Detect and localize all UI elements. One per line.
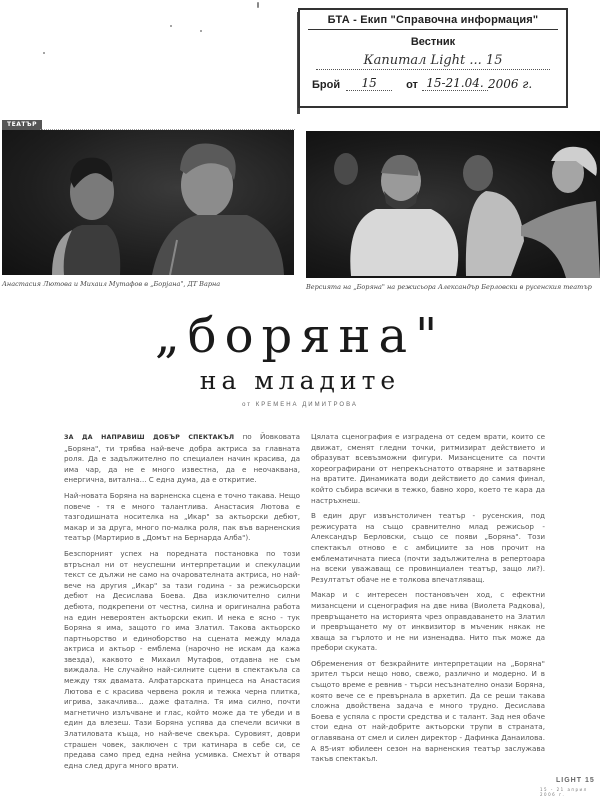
article-column-right [311,432,545,770]
article-lead-in: ЗА ДА НАПРАВИШ ДОБЪР СПЕКТАКЪЛ [64,434,235,441]
article-title: „боряна" [154,308,446,364]
stamp-issue-row [308,76,558,91]
article-paragraph: Цялата сценография е изградена от седем врати, които се движат, сменят гледни точки, ритмизират действието и образуват всевъзможни фигури. Мизансцените са почти хореографирани от непрекъснатото отваряне и затваряне на вратите. Динамиката води действието до самия финал, който събира всички в тежко, бавно хоро, което те кара да настръхнеш. [311,432,545,505]
photo-scene-illustration [306,131,600,278]
stamp-date-label: от [406,79,418,91]
stamp-issue-value: 15 [346,76,392,91]
magazine-folio: LIGHT 15 [556,777,595,784]
photo-ruse-production [306,131,600,278]
article-byline: от КРЕМЕНА ДИМИТРОВА [242,402,358,408]
stamp-issue-label: Брой [312,79,341,91]
stamp-type-label: Вестник [410,36,456,48]
article-paragraph: В един друг извънстоличен театър - русенския, под режисурата на също сравнително млад режисьор - Александър Берловски, също се появи „Боряна". Този спектакъл отново е с амбициите за нов прочит на емблематичната пиеса (почти задължителна в репертоара на всеки уважаващ се провинциален театър, защо ли?). Резултатът обаче не е толкова впечатляващ. [311,511,545,584]
article-paragraph: Най-новата Боряна на варненска сцена е точно такава. Нещо повече - тя е много талантлива. Анастасия Лютова е тазгодишната носителка на „Икар" за актьорски дебют, макар и за друга, много по-малка роля, пак във варненския театър (Мартирио в „Домът на Бернарда Алба"). [64,490,300,543]
article-subtitle: на младите [199,366,401,395]
stamp-year-value: 2006 г. [487,77,533,91]
stamp-date-value: 15-21.04. [422,76,488,91]
photo-caption-right: Версията на „Боряна" на режисьора Александър Берловски в русенския театър [306,283,592,291]
photo-actors-varna [2,130,294,275]
photo-caption-left: Анастасия Лютова и Михаил Мутафов в „Борjана", ДТ Варна [2,280,221,288]
scan-speck [257,2,259,8]
scan-speck [170,25,172,27]
article-paragraph [64,432,300,486]
stamp-publication-name: Капитал Light ... 15 [316,52,550,70]
bta-archive-stamp [298,8,568,108]
stamp-organization: БТА - Екип "Справочна информация" [308,14,558,30]
article-paragraph: Безспорният успех на поредната постановка по този втръснал ни от неуспешни интерпретации и спекулации текст се дължи не само на очарователната актриса, но най-вече на другия „Икар" за тази година - за режисьорски дебют на Десислава Боева. Два изключително силни дебюта, подкрепени от честна, силна и оригинална работа на един невероятен актьорски екип. И нека е ясно - тук Боряна я има, защото го има Златил. Такова актьорско партньорство и единоборство на сцената между млада актриса и актьор - емблема (нарочно не искам да кажа звезда), каквото е Михаил Мутафов, отдавна не съм виждала. Не случайно най-силните сцени в спектакъла са между тях двамата. Алфатарската принцеса на Анастасия Лютова е с красива червена рокля и тежка черна плитка, игрива, закачлива... даже фатална. Тя има силно, почти магнетично излъчване и глас, който може да те убеди и в един да влезеш. Тази Боряна успява да спечели всички в Златиловата къща, но най-вече свекъра. Суровият, доври страшен човек, заключен с три катинара в себе си, се предава само пред една нейна усмивка. Смехът ѝ отваря една след друга много врати. [64,548,300,770]
article-paragraph-text: по Йовковата „Боряна", ти трябва най-вече добра актриса за главната роля. Да е задължително по специален начин красива, да има чар, да не е много известна, да е неочаквана, енергична, витална... С една дума, да е откритие. [64,432,300,485]
issue-date-line: 15 - 21 април 2006 г. [540,787,588,797]
article-paragraph: Обременения от безкрайните интерпретации на „Боряна" зрител търси нещо ново, свежо, различно и модерно. И в същото време е ревнив - търси несъзнателно онази Боряна, която вече се е превърнала в архетип. Да се реши такава сложна двойствена задача е много трудно. Десислава Боева е успяла с прости средства и с талант. Зад нея обаче стои една от най-добрите актьорски трупи в страната, оглавявана от смел и силен директор - Дафинка Данаилова. А 85-ият юбилеен сезон на варненския театър заслужава такъв спектакъл. [311,658,545,764]
article-column-left [64,432,300,776]
scan-speck [200,30,202,32]
section-tag: ТЕАТЪР [2,120,42,130]
photo-scene-illustration [2,130,294,275]
scan-speck [43,52,45,54]
article-paragraph: Макар и с интересен постановъчен ход, с ефектни мизансцени и сценография на две нива (Виолета Радкова), превръщането на историята чрез оправдаването на Златил и превръщането му от инквизитор в мъченик някак не хваща за гърлото и не ни изненадва. Нито пък може да пребори скуката. [311,590,545,653]
